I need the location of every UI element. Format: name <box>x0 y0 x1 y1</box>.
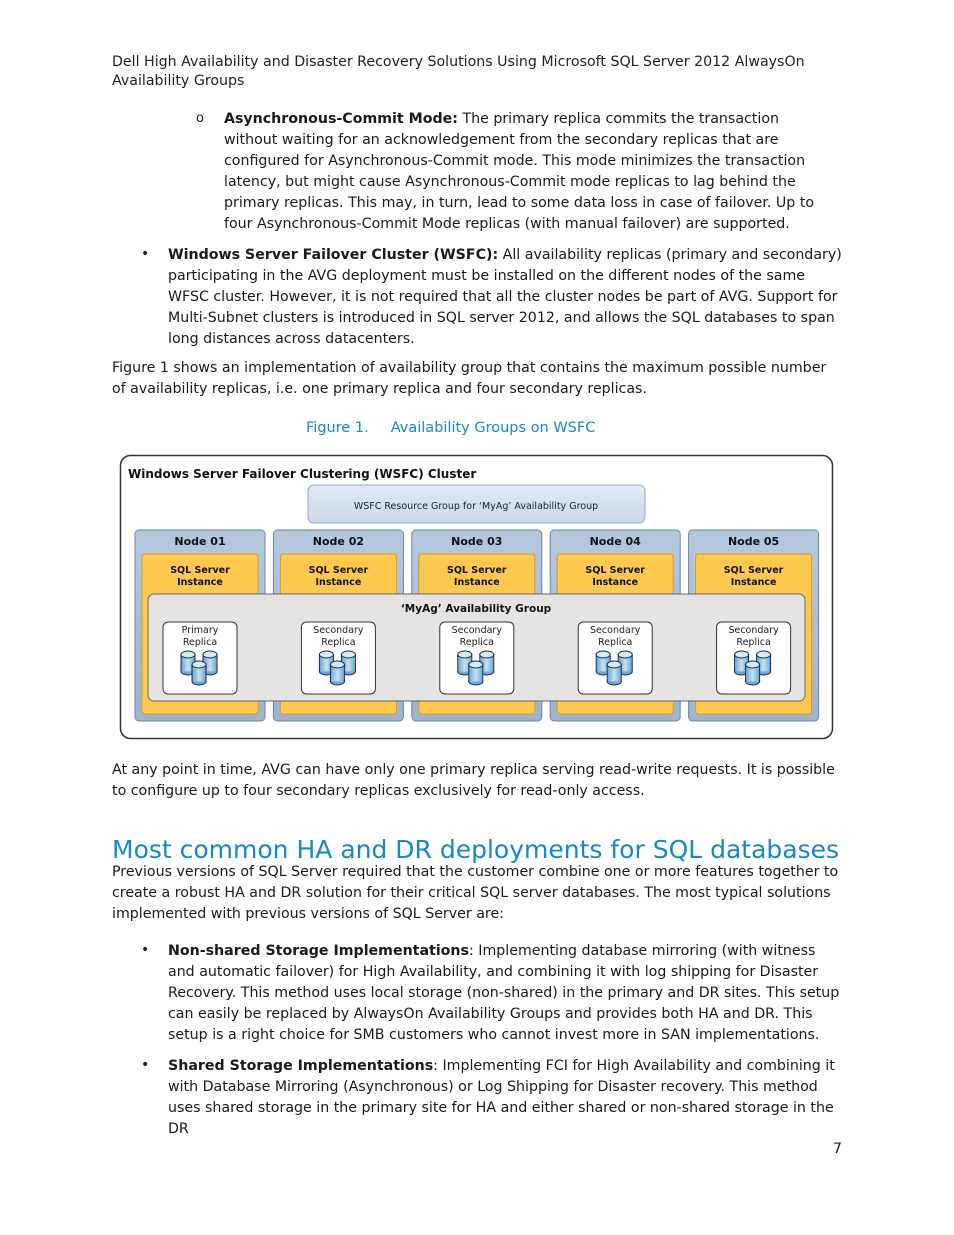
replica-5 <box>717 622 791 694</box>
replica-role: Secondary <box>451 625 502 636</box>
availability-groups-diagram <box>119 454 835 742</box>
wsfc-term: Windows Server Failover Cluster (WSFC): <box>168 247 499 263</box>
primary-replica-paragraph: At any point in time, AVG can have only one primary replica serving read-write requests. It is possible to configure up to four secondary replicas exclusively for read-only access. <box>112 762 835 799</box>
figure-caption <box>306 420 595 436</box>
replica-role: Secondary <box>728 625 779 636</box>
sql-instance-label-line2: Instance <box>730 577 777 588</box>
wsfc-text: All availability replicas (primary and secondary) participating in the AVG deployment must be installed on the different nodes of the same WFSC cluster. However, it is not required that all the cluster nodes be part of AVG. Support for Multi-Subnet clusters is introduced in SQL server 2012, and allows the SQL databases to span long distances across datacenters. <box>168 247 842 347</box>
figure-title: Availability Groups on WSFC <box>390 420 596 436</box>
sql-instance-label-line2: Instance <box>315 577 362 588</box>
database-cylinder-front <box>192 661 206 685</box>
bullet-marker: • <box>141 246 150 262</box>
sql-instance-label-line2: Instance <box>453 577 500 588</box>
node-name: Node 04 <box>589 535 641 548</box>
async-commit-item <box>224 109 836 235</box>
non-shared-storage-term: Non-shared Storage Implementations <box>168 943 469 959</box>
replica-2 <box>301 622 375 694</box>
cluster-title: Windows Server Failover Clustering (WSFC) Cluster <box>128 467 477 481</box>
sql-instance-label-line1: SQL Server <box>308 565 369 576</box>
database-cylinder-front <box>746 661 760 685</box>
figure-intro-paragraph: Figure 1 shows an implementation of availability group that contains the maximum possible number of availability replicas, i.e. one primary replica and four secondary replicas. <box>112 360 827 397</box>
async-commit-text: The primary replica commits the transaction without waiting for an acknowledgement from the secondary replicas that are configured for Asynchronous-Commit mode. This mode minimizes the transaction latency, but might cause Asynchronous-Commit mode replicas to lag behind the primary replicas. This may, in turn, lead to some data loss in case of failover. Up to four Asynchronous-Commit Mode replicas (with manual failover) are supported. <box>224 111 815 232</box>
sub-bullet-marker: o <box>196 111 204 126</box>
header-line-2: Availability Groups <box>112 73 245 89</box>
database-cylinder-front <box>607 661 621 685</box>
sql-instance-label-line1: SQL Server <box>723 565 784 576</box>
replica-label: Replica <box>182 637 218 648</box>
replica-role: Secondary <box>313 625 364 636</box>
section-heading: Most common HA and DR deployments for SQL databases <box>112 834 840 864</box>
database-cylinder-front <box>469 661 483 685</box>
header-line-1: Dell High Availability and Disaster Recovery Solutions Using Microsoft SQL Server 2012 AlwaysOn <box>112 54 805 70</box>
bullet-marker: • <box>141 1057 150 1073</box>
sql-instance-label-line1: SQL Server <box>585 565 645 576</box>
node-name: Node 01 <box>174 535 226 548</box>
running-header <box>112 53 842 91</box>
sql-instance-label-line1: SQL Server <box>170 565 230 576</box>
replica-4 <box>578 622 652 694</box>
replica-role: Secondary <box>590 625 641 636</box>
shared-storage-item <box>168 1056 843 1140</box>
replica-label: Replica <box>736 637 771 648</box>
replica-1 <box>163 622 237 694</box>
figure-label: Figure 1. <box>306 420 369 436</box>
replica-label: Replica <box>459 637 494 648</box>
async-commit-term: Asynchronous-Commit Mode: <box>224 111 458 127</box>
shared-storage-text: : Implementing FCI for High Availability and combining it with Database Mirroring (Asynchronous) or Log Shipping for Disaster recovery. This method uses shared storage in the primary site for HA and either shared or non-shared storage in the DR <box>168 1058 835 1137</box>
node-name: Node 03 <box>451 535 503 548</box>
node-name: Node 05 <box>727 535 780 548</box>
replica-3 <box>440 622 514 694</box>
replica-label: Replica <box>321 637 356 648</box>
wsfc-item <box>168 245 843 350</box>
non-shared-storage-item <box>168 941 843 1046</box>
replica-label: Replica <box>598 637 633 648</box>
sql-instance-label-line2: Instance <box>177 577 223 588</box>
previous-versions-paragraph: Previous versions of SQL Server required that the customer combine one or more features together to create a robust HA and DR solution for their critical SQL server databases. The most typical solutions implemented with previous versions of SQL Server are: <box>112 864 839 922</box>
sql-instance-label-line2: Instance <box>592 577 639 588</box>
page-number: 7 <box>833 1141 842 1157</box>
resource-group-label: WSFC Resource Group for ‘MyAg’ Availability Group <box>353 501 599 512</box>
shared-storage-term: Shared Storage Implementations <box>168 1058 434 1074</box>
non-shared-storage-text: : Implementing database mirroring (with witness and automatic failover) for High Availability, and combining it with log shipping for Disaster Recovery. This method uses local storage (non-shared) in the primary and DR sites. This setup can easily be replaced by AlwaysOn Availability Groups and provides both HA and DR. This setup is a right choice for SMB customers who cannot invest more in SAN implementations. <box>168 943 840 1043</box>
database-cylinder-front <box>330 661 344 685</box>
availability-group-title: ‘MyAg’ Availability Group <box>400 603 552 615</box>
sql-instance-label-line1: SQL Server <box>447 565 507 576</box>
bullet-marker: • <box>141 942 150 958</box>
node-name: Node 02 <box>312 535 365 548</box>
replica-role: Primary <box>181 625 219 636</box>
